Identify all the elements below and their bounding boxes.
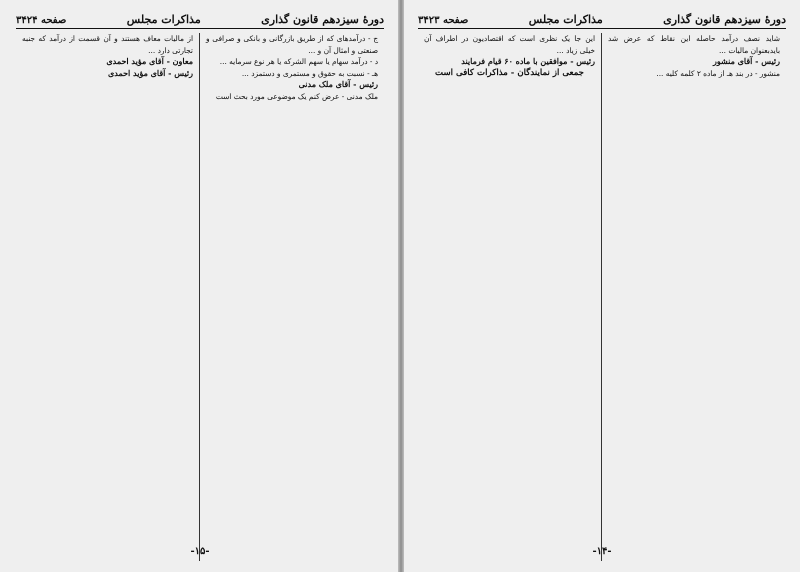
speaker-line: رئیس - آقای منشور (713, 56, 780, 67)
header-rule (418, 28, 786, 29)
header-title: مذاکرات مجلس (528, 13, 603, 26)
speaker-line: رئیس - آقای مؤید احمدی (107, 67, 193, 78)
paragraph: از مالیات معاف هستند و آن قسمت از درآمد که جنبه تجارتی دارد ... (22, 34, 193, 55)
text-columns (16, 33, 384, 561)
book-gutter (398, 0, 404, 572)
paragraph: ملک مدنی - عرض کنم یک موضوعی مورد بحث است (215, 91, 378, 101)
left-page (4, 0, 396, 572)
paragraph: ج - درآمدهای که از طریق بازرگانی و بانکی و صرافی و صنعتی و امثال آن و ... (206, 34, 378, 55)
section-heading: جمعی از نمایندگان - مذاکرات کافی است (435, 67, 584, 78)
header-session: دورهٔ سیزدهم قانون گذاری (663, 13, 786, 26)
page-header (16, 10, 384, 26)
paragraph: شاید نصف درآمد حاصله این نقاط که عرض شد بایدبعنوان مالیات ... (608, 34, 780, 55)
speaker-line: معاون - آقای مؤید احمدی (106, 56, 193, 67)
column-right (200, 33, 384, 561)
column-right (602, 33, 786, 561)
column-left (16, 33, 200, 561)
right-page (406, 0, 798, 572)
header-session: دورهٔ سیزدهم قانون گذاری (261, 13, 384, 26)
page-folio: -۱۴- (592, 546, 612, 557)
speaker-line: رئیس - آقای ملک مدنی (298, 79, 378, 90)
header-page-number: صفحه ۳۴۲۳ (418, 15, 469, 26)
page-header (418, 10, 786, 26)
header-title: مذاکرات مجلس (126, 13, 201, 26)
paragraph: منشور - در بند هـ از ماده ۲ کلمه کلیه ... (656, 68, 780, 78)
paragraph: د - درآمد سهام یا سهم الشرکه یا هر نوع سرمایه ... (219, 57, 378, 67)
header-rule (16, 28, 384, 29)
column-left (418, 33, 602, 561)
text-columns (418, 33, 786, 561)
header-page-number: صفحه ۳۴۲۴ (16, 15, 67, 26)
speaker-line: رئیس - موافقین با ماده ۶۰ قیام فرمایند (461, 56, 595, 67)
paragraph: این جا یک نظری است که اقتصادیون در اطراف آن خیلی زیاد ... (424, 34, 595, 55)
page-folio: -۱۵- (190, 546, 210, 557)
paragraph: هـ - نسبت به حقوق و مستمری و دستمزد ... (241, 68, 378, 78)
